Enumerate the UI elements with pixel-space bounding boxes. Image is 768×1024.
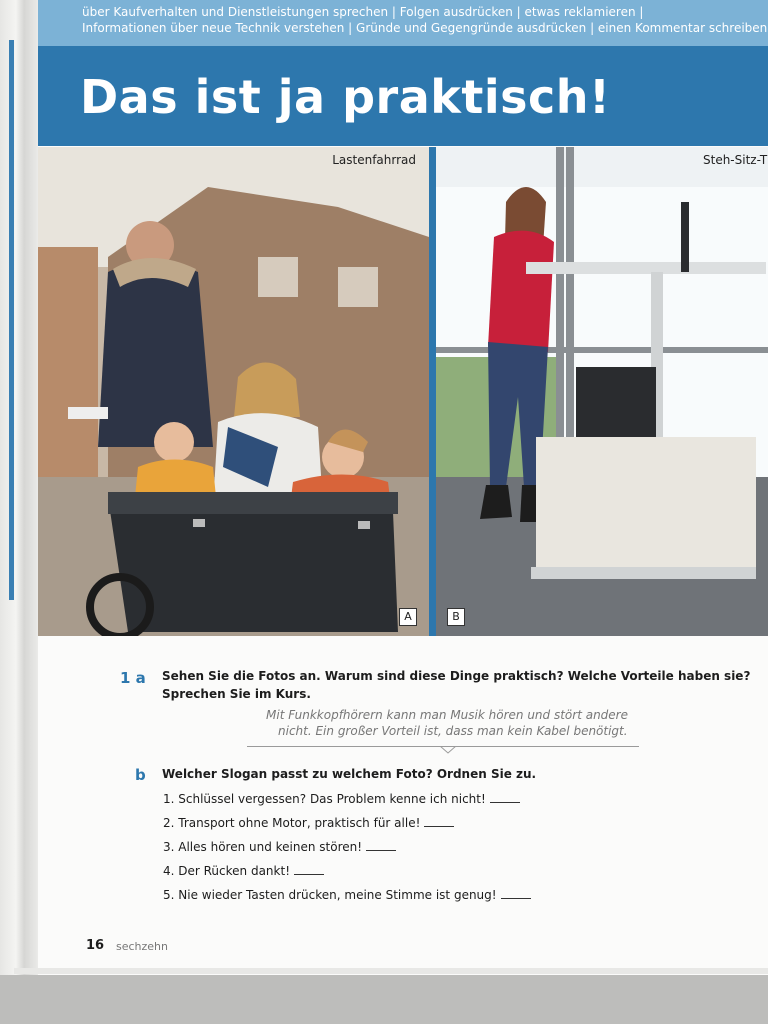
photo-cargo-bike [38, 147, 429, 636]
answer-blank[interactable] [424, 816, 454, 827]
answer-blank[interactable] [490, 792, 520, 803]
list-item [163, 840, 396, 854]
slogan-text: 4. Der Rücken dankt! [163, 864, 291, 878]
example-line-1: Mit Funkkopfhörern kann man Musik hören und stört andere [266, 708, 628, 722]
book-spine [0, 0, 40, 1024]
photo-divider [429, 147, 436, 636]
slogan-text: 1. Schlüssel vergessen? Das Problem kenne ich nicht! [163, 792, 486, 806]
topics-line-1: über Kaufverhalten und Dienstleistungen sprechen | Folgen ausdrücken | etwas reklamieren | [82, 5, 644, 19]
exercise-1b-letter: b [135, 766, 146, 784]
answer-blank[interactable] [366, 840, 396, 851]
example-line-2: nicht. Ein großer Vorteil ist, dass man kein Kabel benötigt. [278, 724, 628, 738]
photo-a-caption: Lastenfahrrad [332, 153, 416, 167]
spine-accent [9, 40, 14, 600]
speech-bubble-tail [440, 746, 456, 754]
photo-standing-desk [436, 147, 768, 636]
list-item [163, 816, 454, 830]
list-item [163, 864, 324, 878]
page-number-word: sechzehn [116, 940, 169, 953]
slogan-text: 3. Alles hören und keinen stören! [163, 840, 363, 854]
cargo-bike-illustration [38, 147, 429, 636]
bottom-shadow [0, 975, 768, 1024]
title-band [38, 46, 768, 146]
photo-b-label: B [447, 608, 465, 626]
topics-band [38, 0, 768, 46]
photo-b-caption: Steh-Sitz-T [703, 153, 768, 167]
exercise-1a-number: 1 a [120, 669, 146, 687]
list-item [163, 888, 531, 902]
photo-a-label: A [399, 608, 417, 626]
exercise-1a-line-2: Sprechen Sie im Kurs. [162, 687, 311, 701]
slogan-text: 5. Nie wieder Tasten drücken, meine Stimme ist genug! [163, 888, 497, 902]
exercise-1b-instruction: Welcher Slogan passt zu welchem Foto? Ordnen Sie zu. [162, 767, 537, 781]
topics-line-2: Informationen über neue Technik verstehen | Gründe und Gegengründe ausdrücken | einen Kommentar schreiben [82, 21, 768, 35]
page-edge [14, 968, 768, 974]
exercise-1a-line-1: Sehen Sie die Fotos an. Warum sind diese Dinge praktisch? Welche Vorteile haben sie? [162, 669, 751, 683]
answer-blank[interactable] [501, 888, 531, 899]
standing-desk-illustration [436, 147, 768, 636]
page-title: Das ist ja praktisch! [80, 70, 611, 124]
page-number: 16 [86, 938, 105, 953]
list-item [163, 792, 520, 806]
slogan-text: 2. Transport ohne Motor, praktisch für alle! [163, 816, 421, 830]
answer-blank[interactable] [294, 864, 324, 875]
